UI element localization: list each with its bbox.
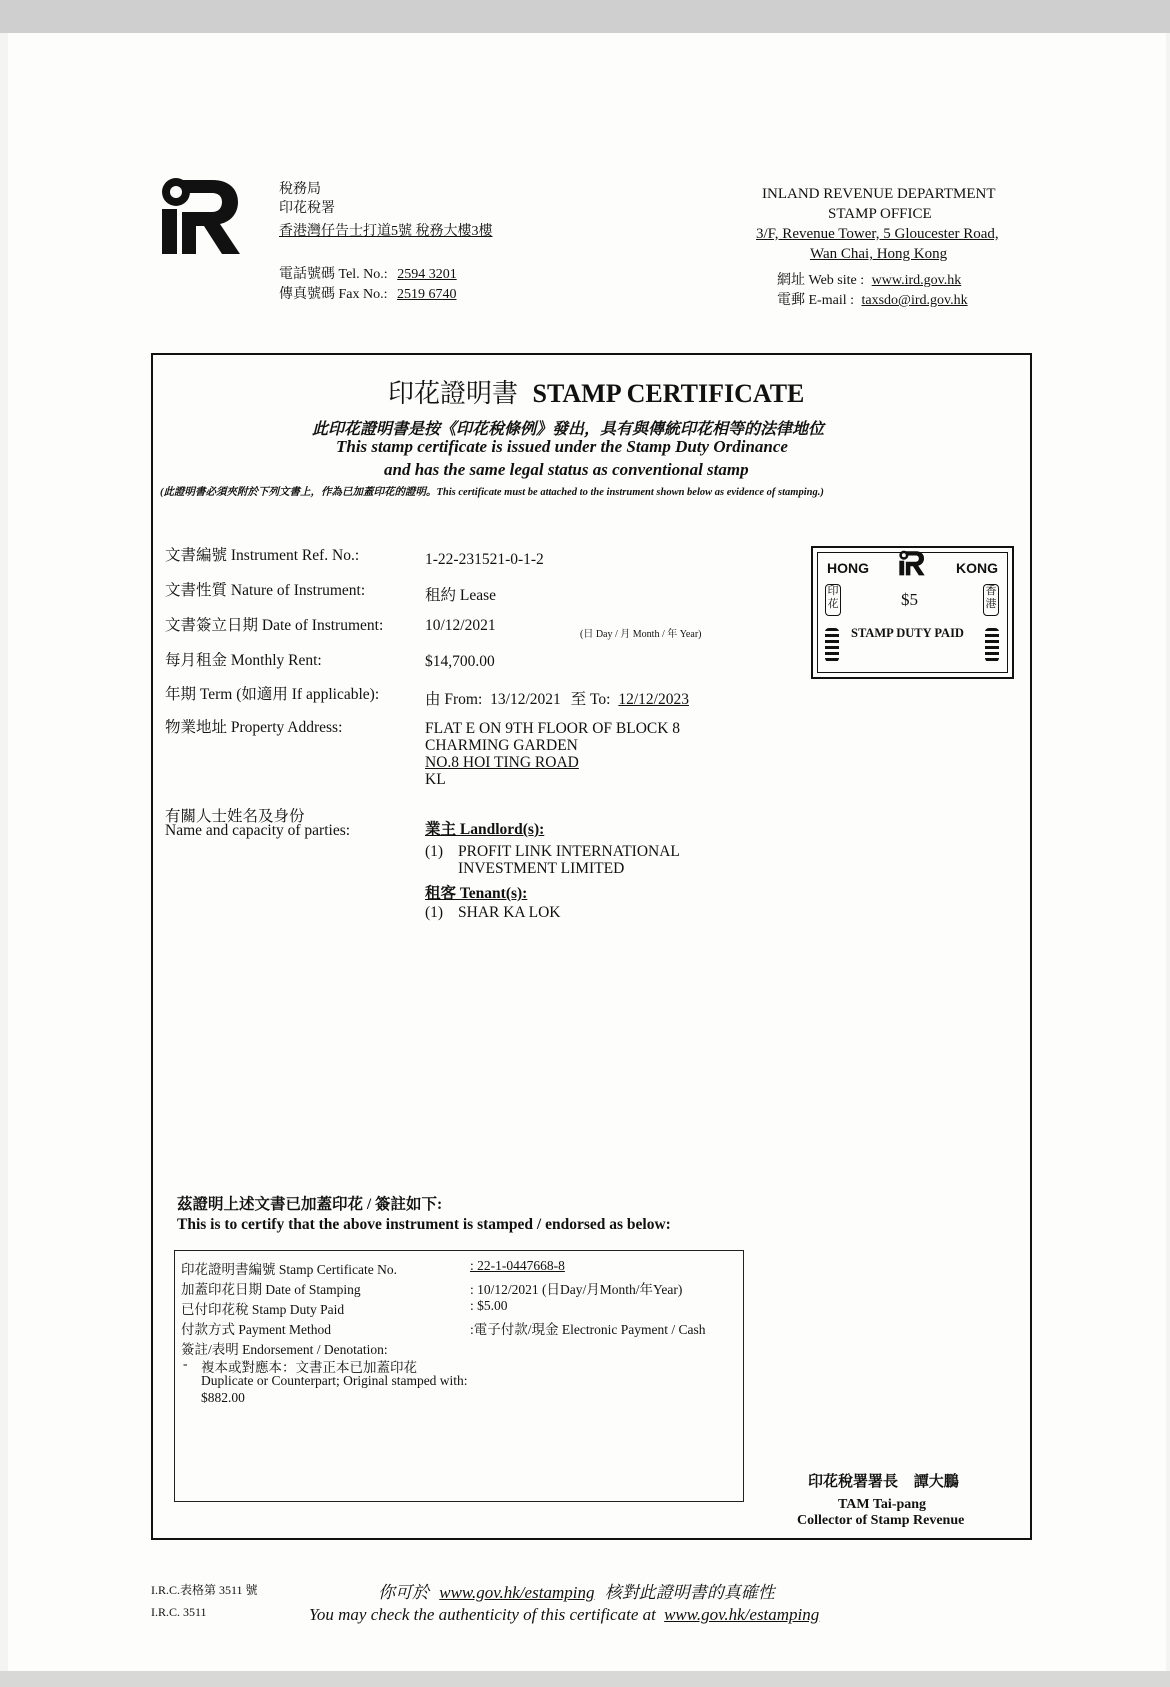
ird-address-line-2: Wan Chai, Hong Kong bbox=[810, 246, 948, 262]
ird-address-line-1: 3/F, Revenue Tower, 5 Gloucester Road, bbox=[756, 226, 999, 242]
header-left-line-1: 稅務局 bbox=[279, 182, 321, 197]
collector-title-cn bbox=[808, 1470, 959, 1491]
denotation-en: Duplicate or Counterpart; Original stamped with: bbox=[201, 1373, 468, 1388]
check-cn-pre: 你可於 bbox=[378, 1583, 429, 1602]
stamp-hong: HONG bbox=[827, 560, 869, 576]
title-en: STAMP CERTIFICATE bbox=[532, 379, 805, 408]
term-to: 12/12/2023 bbox=[618, 691, 689, 708]
landlord-name-line-2: INVESTMENT LIMITED bbox=[458, 860, 625, 877]
endorse-label-payment: 付款方式 Payment Method bbox=[181, 1322, 331, 1337]
stamp-ornament-left-icon bbox=[825, 628, 839, 662]
form-number-cn: I.R.C.表格第 3511 號 bbox=[151, 1583, 258, 1597]
certificate-title bbox=[388, 373, 804, 410]
stamp-ornament-right-icon bbox=[985, 628, 999, 662]
label-nature: 文書性質 Nature of Instrument: bbox=[165, 582, 366, 599]
denotation-cn: 複本或對應本：文書正本已加蓋印花 bbox=[201, 1360, 417, 1375]
stamp-value: $5 bbox=[901, 590, 918, 609]
certify-cn: 茲證明上述文書已加蓋印花 / 簽註如下: bbox=[177, 1196, 443, 1213]
endorse-label-date: 加蓋印花日期 Date of Stamping bbox=[181, 1282, 361, 1297]
ird-logo-icon bbox=[160, 176, 242, 256]
header-left-line-2: 印花稅署 bbox=[279, 201, 335, 216]
label-property-address: 物業地址 Property Address: bbox=[165, 719, 343, 736]
address-line-3: NO.8 HOI TING ROAD bbox=[425, 754, 579, 771]
date-format-note: (日 Day / 月 Month / 年 Year) bbox=[580, 629, 702, 640]
address-line-2: CHARMING GARDEN bbox=[425, 737, 578, 754]
label-instrument-ref: 文書編號 Instrument Ref. No.: bbox=[165, 547, 360, 564]
check-en-pre: You may check the authenticity of this certificate at bbox=[309, 1605, 656, 1624]
stamp-seal-left: 印花 bbox=[825, 584, 841, 616]
web-link[interactable]: www.ird.gov.hk bbox=[871, 273, 962, 288]
collector-title-en: Collector of Stamp Revenue bbox=[797, 1513, 965, 1528]
email-label: 電郵 E-mail : bbox=[777, 293, 854, 308]
bottom-margin-bar bbox=[0, 1671, 1170, 1687]
endorse-label-duty: 已付印花稅 Stamp Duty Paid bbox=[181, 1302, 345, 1317]
value-term bbox=[425, 687, 689, 709]
check-cn-link[interactable]: www.gov.hk/estamping bbox=[439, 1583, 595, 1602]
header-tel bbox=[279, 263, 457, 283]
address-line-1: FLAT E ON 9TH FLOOR OF BLOCK 8 bbox=[425, 720, 681, 737]
email-link[interactable]: taxsdo@ird.gov.hk bbox=[861, 293, 968, 308]
value-instrument-ref: 1-22-231521-0-1-2 bbox=[425, 551, 544, 568]
denotation-label: 簽註/表明 Endorsement / Denotation: bbox=[181, 1342, 388, 1357]
tenant-name: SHAR KA LOK bbox=[458, 904, 561, 921]
subtitle-cn: 此印花證明書是按《印花稅條例》發出，具有與傳統印花相等的法律地位 bbox=[312, 421, 825, 438]
label-monthly-rent: 每月租金 Monthly Rent: bbox=[165, 652, 322, 669]
address-line-4: KL bbox=[425, 771, 446, 788]
attach-note: (此證明書必須夾附於下列文書上，作為已加蓋印花的證明。This certificate must be attached to the instrument shown below as evidence of stamping.) bbox=[160, 487, 824, 498]
term-from-label: 由 From: bbox=[425, 691, 483, 708]
collector-name-cn: 譚大鵬 bbox=[913, 1474, 959, 1490]
fax-number: 2519 6740 bbox=[397, 287, 457, 302]
stamp-ir-icon bbox=[895, 550, 929, 576]
ird-logo bbox=[160, 176, 242, 256]
denotation-amount: $882.00 bbox=[201, 1390, 245, 1405]
tel-number: 2594 3201 bbox=[397, 267, 457, 282]
endorse-value-payment: :電子付款/現金 Electronic Payment / Cash bbox=[470, 1322, 706, 1337]
endorse-label-cert-no: 印花證明書編號 Stamp Certificate No. bbox=[181, 1262, 397, 1277]
web-label: 網址 Web site : bbox=[777, 273, 865, 288]
check-cn-post: 核對此證明書的真確性 bbox=[604, 1583, 775, 1602]
collector-name-en: TAM Tai-pang bbox=[838, 1497, 927, 1512]
endorse-value-date: : 10/12/2021 (日Day/月Month/年Year) bbox=[470, 1282, 683, 1297]
value-monthly-rent: $14,700.00 bbox=[425, 653, 495, 670]
header-email bbox=[777, 289, 968, 309]
tenant-number: (1) bbox=[425, 904, 444, 921]
check-authenticity-cn bbox=[378, 1578, 775, 1603]
title-cn: 印花證明書 bbox=[388, 379, 519, 408]
endorse-value-duty: : $5.00 bbox=[470, 1298, 508, 1313]
term-from: 13/12/2021 bbox=[490, 691, 561, 708]
endorse-value-cert-no: : 22-1-0447668-8 bbox=[470, 1258, 565, 1273]
check-en-link[interactable]: www.gov.hk/estamping bbox=[664, 1605, 820, 1624]
stamp-caption: STAMP DUTY PAID bbox=[851, 626, 964, 640]
tenant-heading: 租客 Tenant(s): bbox=[425, 885, 528, 902]
stamp-duty-paid-stamp bbox=[811, 546, 1014, 679]
landlord-heading: 業主 Landlord(s): bbox=[425, 821, 545, 838]
label-term: 年期 Term (如適用 If applicable): bbox=[165, 686, 380, 703]
fax-label: 傳真號碼 Fax No.: bbox=[279, 287, 388, 302]
header-web bbox=[777, 269, 961, 289]
landlord-number: (1) bbox=[425, 843, 444, 860]
collector-title-cn-text: 印花稅署署長 bbox=[808, 1474, 899, 1490]
parties-label-en: Name and capacity of parties: bbox=[165, 822, 351, 839]
subtitle-en-2: and has the same legal status as conventional stamp bbox=[384, 460, 749, 479]
landlord-name-line-1: PROFIT LINK INTERNATIONAL bbox=[458, 843, 680, 860]
term-to-label: 至 To: bbox=[570, 691, 611, 708]
certify-en: This is to certify that the above instrument is stamped / endorsed as below: bbox=[177, 1216, 671, 1233]
tel-label: 電話號碼 Tel. No.: bbox=[279, 267, 388, 282]
denotation-dash: - bbox=[183, 1356, 188, 1371]
value-nature: 租約 Lease bbox=[425, 587, 497, 604]
ird-dept-name: INLAND REVENUE DEPARTMENT bbox=[762, 186, 996, 202]
stamp-office-name: STAMP OFFICE bbox=[828, 206, 932, 222]
parties-label-cn: 有關人士姓名及身份 bbox=[165, 808, 305, 825]
value-date-instrument: 10/12/2021 bbox=[425, 617, 496, 634]
header-fax bbox=[279, 283, 457, 303]
top-margin-bar bbox=[0, 0, 1170, 33]
stamp-seal-right: 香港 bbox=[983, 584, 999, 616]
form-number-en: I.R.C. 3511 bbox=[151, 1605, 207, 1619]
stamp-kong: KONG bbox=[956, 560, 998, 576]
header-left-address: 香港灣仔告士打道5號 稅務大樓3樓 bbox=[279, 224, 493, 239]
subtitle-en-1: This stamp certificate is issued under the Stamp Duty Ordinance bbox=[336, 437, 788, 456]
label-date-instrument: 文書簽立日期 Date of Instrument: bbox=[165, 617, 384, 634]
check-authenticity-en bbox=[309, 1605, 819, 1625]
